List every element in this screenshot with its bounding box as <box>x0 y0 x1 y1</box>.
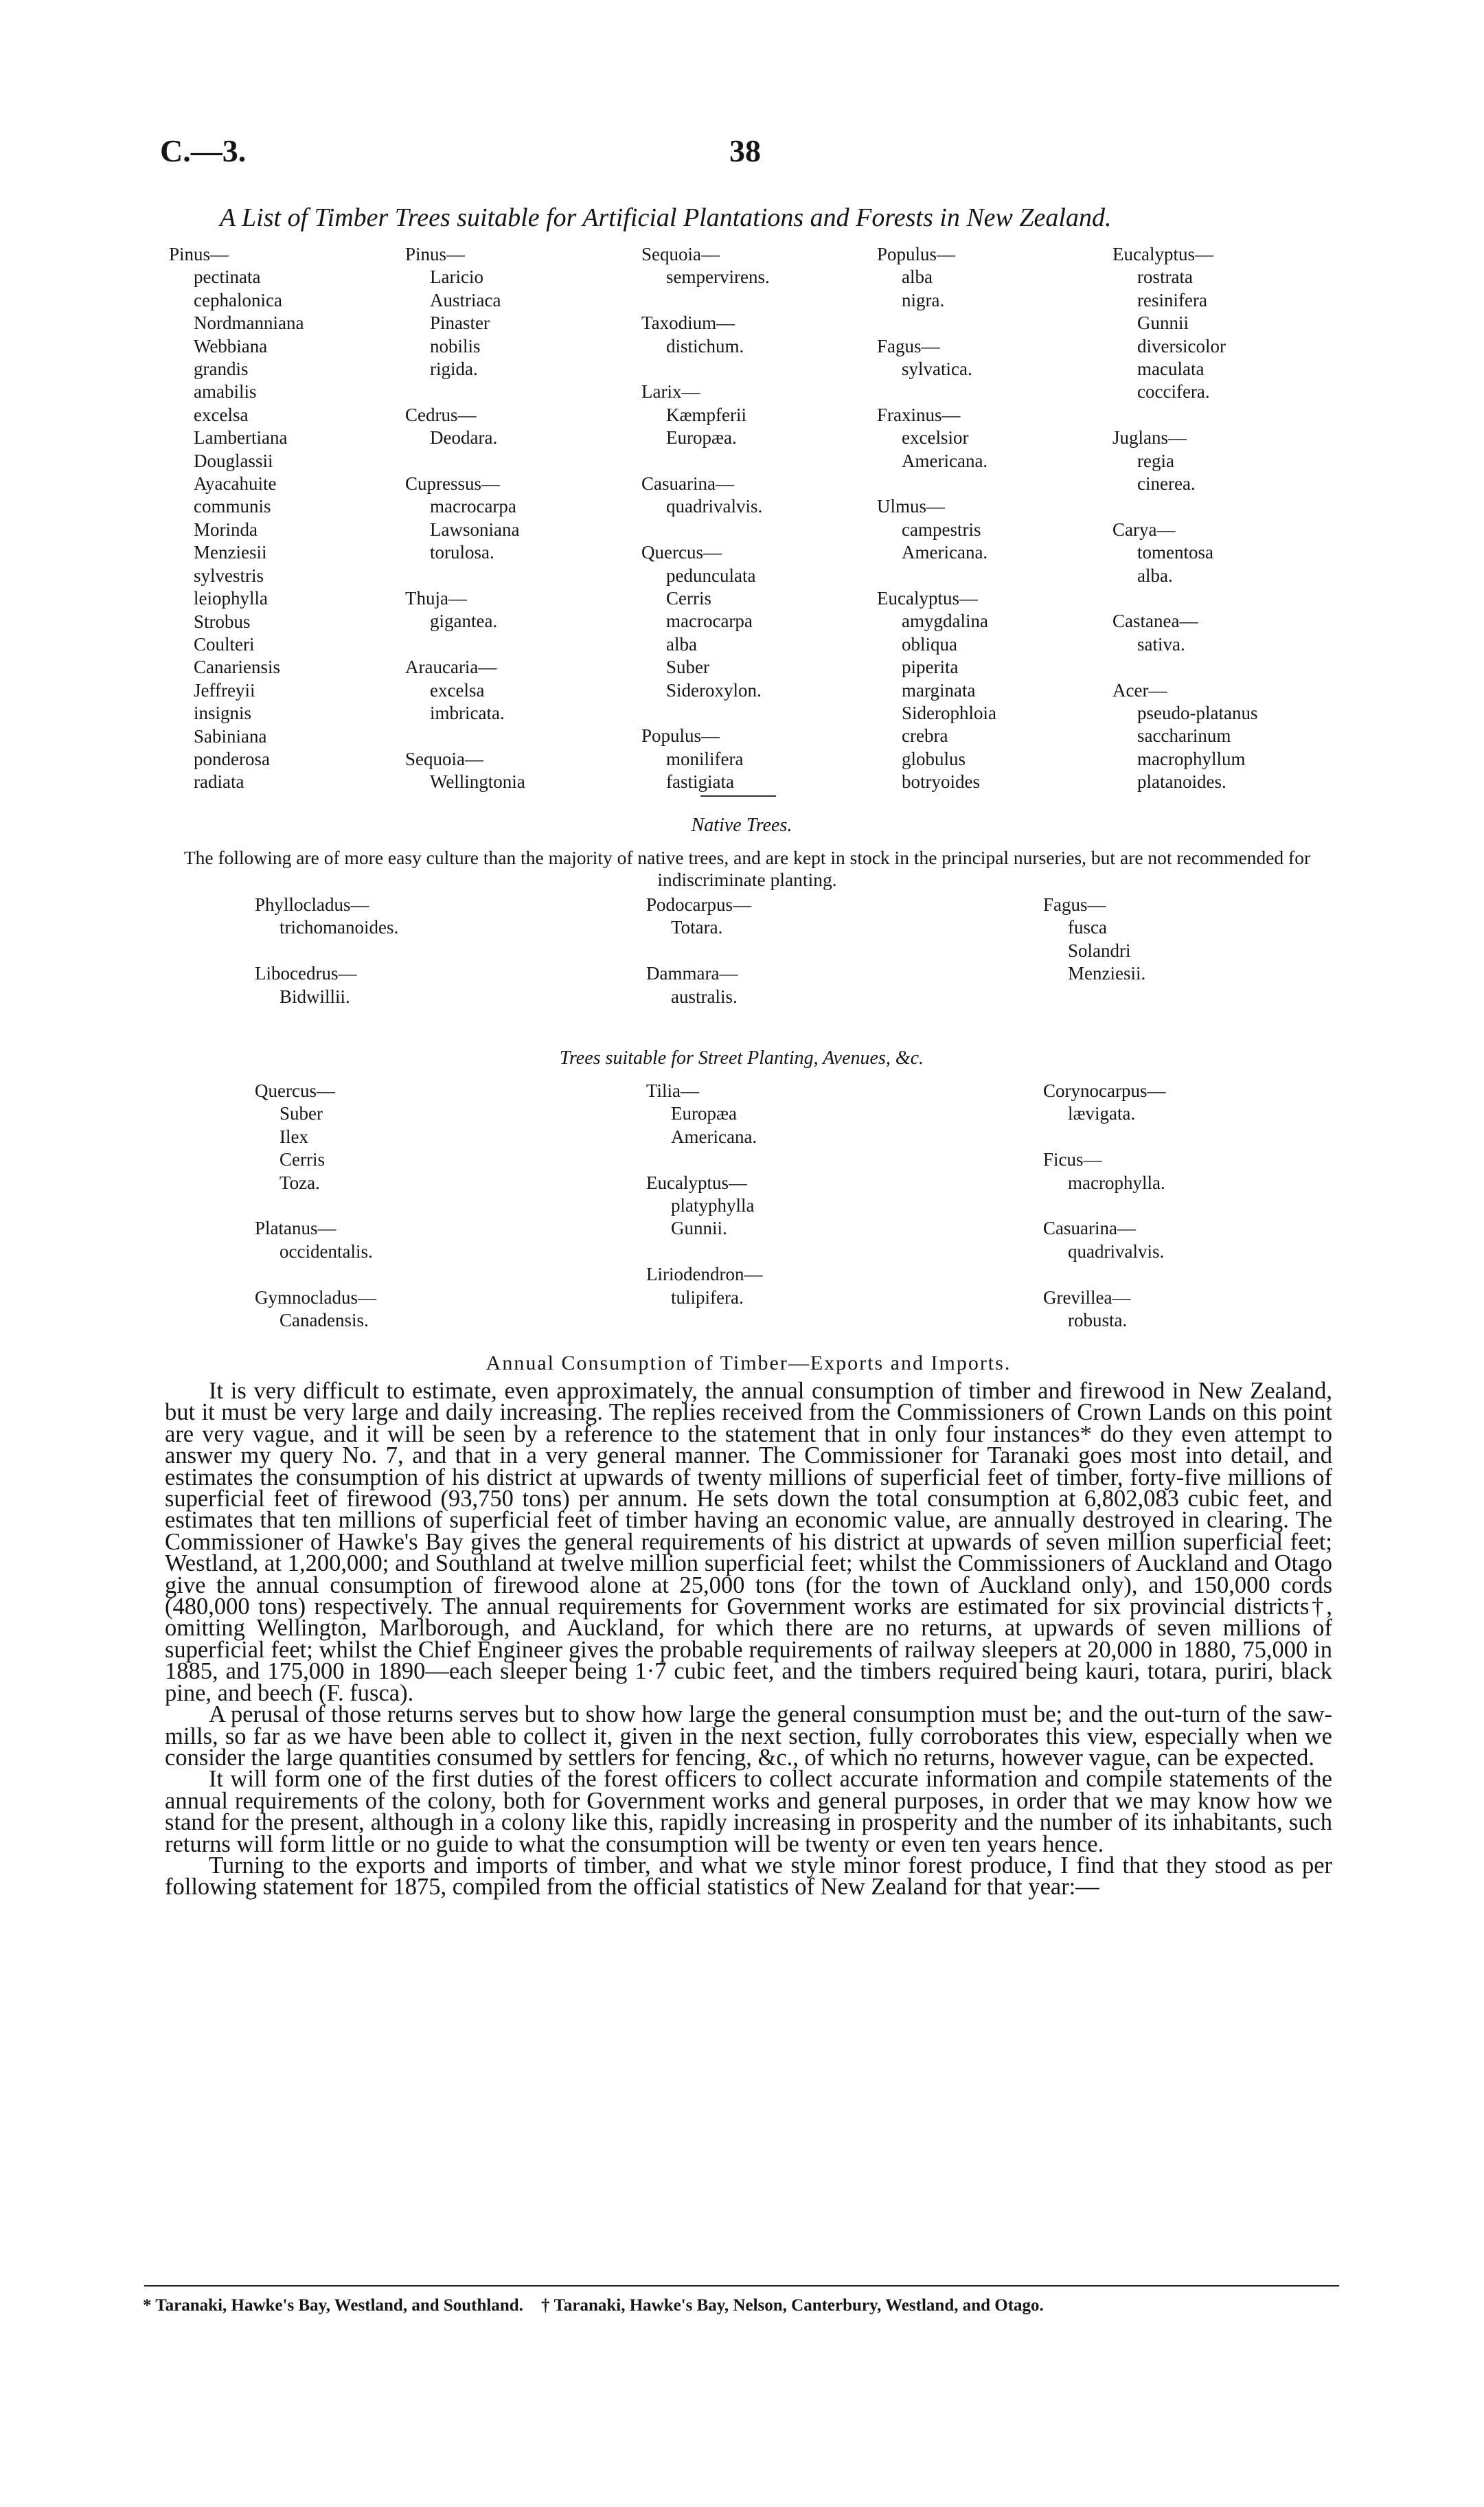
genus-group <box>641 243 770 289</box>
genus-group <box>646 1172 762 1240</box>
genus-name: Podocarpus— <box>646 894 751 915</box>
group-spacer <box>255 940 398 962</box>
genus-name: Pinus— <box>405 244 466 264</box>
species-name: coccifera. <box>1137 381 1210 402</box>
genus-name: Cupressus— <box>405 473 501 495</box>
native-trees-heading: Native Trees. <box>691 815 792 836</box>
section-divider <box>700 795 776 797</box>
genus-name: Ficus— <box>1043 1149 1102 1170</box>
species-name: Canariensis <box>194 657 280 678</box>
document-code: C.—3. <box>160 133 247 168</box>
genus-name: Dammara— <box>646 963 738 984</box>
species-name: Lawsoniana <box>430 519 520 540</box>
species-name: Siderophloia <box>902 703 996 724</box>
species-name: maculata <box>1137 359 1205 380</box>
species-name: Solandri <box>1068 940 1131 961</box>
species-name: Suber <box>279 1103 323 1124</box>
group-spacer <box>405 565 525 587</box>
genus-group <box>169 243 304 794</box>
street-column-2 <box>646 1080 762 1309</box>
species-name: saccharinum <box>1137 725 1231 747</box>
species-name: Wellingtonia <box>430 771 525 793</box>
genus-name: Fraxinus— <box>877 404 961 425</box>
group-spacer <box>255 1263 376 1286</box>
species-name: nigra. <box>902 289 945 310</box>
species-name: Totara. <box>671 917 723 938</box>
genus-group <box>255 1080 376 1194</box>
species-name: Nordmanniana <box>194 313 304 334</box>
species-name: amabilis <box>194 381 257 402</box>
group-spacer <box>405 633 525 656</box>
species-name: Toza. <box>279 1172 320 1193</box>
species-name: excelsa <box>430 679 485 701</box>
group-spacer <box>1112 587 1257 610</box>
genus-name: Pinus— <box>169 244 229 264</box>
group-spacer <box>641 358 770 381</box>
species-name: communis <box>194 496 271 517</box>
species-name: pectinata <box>194 266 261 288</box>
species-name: sativa. <box>1137 633 1185 655</box>
species-name: Americana. <box>902 450 988 471</box>
species-name: rigida. <box>430 359 478 380</box>
species-name: insignis <box>194 703 252 724</box>
group-spacer <box>1112 495 1257 518</box>
species-name: trichomanoides. <box>279 917 399 938</box>
species-name: robusta. <box>1068 1310 1128 1331</box>
species-name: piperita <box>902 657 959 678</box>
genus-name: Larix— <box>641 381 700 402</box>
species-name: Europæa. <box>666 427 737 449</box>
group-spacer <box>1112 656 1257 679</box>
genus-name: Eucalyptus— <box>1112 244 1213 264</box>
genus-group <box>1043 1080 1165 1126</box>
species-name: tulipifera. <box>671 1286 744 1308</box>
species-name: crebra <box>902 725 948 747</box>
body-paragraph: A perusal of those returns serves but to show how large the general consumption must be; and the out-turn of the saw-mills, so far as we have been able to collect it, given in the next section, fully corroborates this view, especially when we consider the large quantities consumed by settlers for fencing, &c., of which no returns, however vague, can be expected. <box>165 1701 1332 1771</box>
species-name: platanoides. <box>1137 771 1226 793</box>
genus-group <box>405 473 525 565</box>
genus-name: Phyllocladus— <box>255 894 369 915</box>
genus-name: Taxodium— <box>641 313 735 334</box>
species-name: torulosa. <box>430 542 494 563</box>
species-name: Austriaca <box>430 289 501 310</box>
genus-group <box>1112 427 1257 495</box>
species-name: quadrivalvis. <box>1068 1240 1165 1262</box>
species-name: alba. <box>1137 565 1173 586</box>
species-name: marginata <box>902 679 976 701</box>
group-spacer <box>877 312 996 334</box>
species-name: sylvestris <box>194 565 264 586</box>
species-name: macrocarpa <box>666 611 753 632</box>
genus-group <box>641 381 770 449</box>
genus-name: Corynocarpus— <box>1043 1080 1166 1101</box>
species-name: Kæmpferii <box>666 404 746 425</box>
species-name: distichum. <box>666 335 744 356</box>
genus-group <box>255 1286 376 1332</box>
species-name: Gunnii <box>1137 313 1189 334</box>
genus-name: Sequoia— <box>641 244 720 264</box>
species-name: diversicolor <box>1137 335 1226 356</box>
species-name: Pinaster <box>430 313 490 334</box>
species-name: Strobus <box>194 611 251 632</box>
genus-name: Eucalyptus— <box>646 1172 747 1193</box>
genus-group <box>877 404 996 473</box>
genus-name: Juglans— <box>1112 427 1187 449</box>
timber-column-4 <box>877 243 996 794</box>
species-name: ponderosa <box>194 748 270 769</box>
species-name: Deodara. <box>430 427 498 449</box>
annual-consumption-body <box>165 1378 1332 1901</box>
footnotes <box>143 2296 1351 2315</box>
species-name: botryoides <box>902 771 980 793</box>
species-name: Canadensis. <box>279 1310 369 1331</box>
species-name: quadrivalvis. <box>666 496 763 517</box>
genus-group <box>877 243 996 312</box>
group-spacer <box>641 702 770 725</box>
species-name: grandis <box>194 359 249 380</box>
species-name: rostrata <box>1137 266 1193 288</box>
species-name: resinifera <box>1137 289 1207 310</box>
genus-name: Araucaria— <box>405 657 497 678</box>
species-name: Coulteri <box>194 633 255 655</box>
species-name: Cerris <box>666 588 711 609</box>
genus-group <box>405 243 525 381</box>
species-name: regia <box>1137 450 1174 471</box>
species-name: excelsa <box>194 404 249 425</box>
group-spacer <box>405 450 525 473</box>
species-name: Ayacahuite <box>194 473 277 495</box>
species-name: cephalonica <box>194 289 282 310</box>
genus-group <box>1043 1217 1165 1263</box>
timber-column-1 <box>169 243 304 794</box>
group-spacer <box>1043 1263 1165 1286</box>
group-spacer <box>405 381 525 403</box>
genus-name: Grevillea— <box>1043 1286 1131 1308</box>
species-name: imbricata. <box>430 703 505 724</box>
species-name: Douglassii <box>194 450 273 471</box>
genus-name: Casuarina— <box>641 473 734 495</box>
species-name: tomentosa <box>1137 542 1213 563</box>
species-name: australis. <box>671 986 738 1007</box>
species-name: alba <box>902 266 933 288</box>
species-name: monilifera <box>666 748 744 769</box>
species-name: amygdalina <box>902 611 988 632</box>
genus-name: Fagus— <box>877 335 940 356</box>
genus-group <box>1112 679 1257 794</box>
species-name: Webbiana <box>194 335 268 356</box>
native-trees-intro: The following are of more easy culture than the majority of native trees, and are kept in stock in the principal nurseries, but are not recommended for indiscriminate planting. <box>183 847 1311 890</box>
footnote-divider <box>144 2285 1339 2287</box>
genus-name: Platanus— <box>255 1218 336 1239</box>
species-name: Menziesii <box>194 542 267 563</box>
timber-column-2 <box>405 243 525 794</box>
genus-name: Thuja— <box>405 588 467 609</box>
species-name: Bidwillii. <box>279 986 350 1007</box>
species-name: Menziesii. <box>1068 963 1146 984</box>
species-name: campestris <box>902 519 981 540</box>
species-name: Sabiniana <box>194 725 267 747</box>
species-name: Americana. <box>902 542 988 563</box>
genus-name: Eucalyptus— <box>877 588 978 609</box>
genus-name: Acer— <box>1112 679 1167 701</box>
genus-group <box>641 725 770 793</box>
genus-name: Populus— <box>877 244 956 264</box>
genus-name: Sequoia— <box>405 748 483 769</box>
group-spacer <box>255 1194 376 1217</box>
genus-group <box>877 495 996 564</box>
genus-group <box>1112 519 1257 587</box>
body-paragraph: Turning to the exports and imports of timber, and what we style minor forest produce, I find that they stood as per following statement for 1875, compiled from the official statistics of New Zealand for that year:— <box>165 1852 1332 1901</box>
genus-group <box>646 894 751 940</box>
species-name: macrophyllum <box>1137 748 1246 769</box>
group-spacer <box>1043 1126 1165 1148</box>
street-column-3 <box>1043 1080 1165 1332</box>
genus-group <box>646 962 751 1008</box>
species-name: nobilis <box>430 335 481 356</box>
genus-name: Libocedrus— <box>255 963 357 984</box>
footnote-1: * Taranaki, Hawke's Bay, Westland, and Southland. <box>143 2296 523 2315</box>
group-spacer <box>877 565 996 587</box>
species-name: pedunculata <box>666 565 756 586</box>
species-name: excelsior <box>902 427 969 449</box>
genus-group <box>1112 243 1257 404</box>
genus-group <box>405 748 525 794</box>
species-name: Europæa <box>671 1103 737 1124</box>
genus-group <box>405 656 525 725</box>
genus-group <box>877 335 996 381</box>
species-name: cinerea. <box>1137 473 1196 495</box>
genus-group <box>405 587 525 633</box>
genus-name: Populus— <box>641 725 720 747</box>
group-spacer <box>1043 1194 1165 1217</box>
genus-group <box>646 1080 762 1148</box>
species-name: Sideroxylon. <box>666 679 762 701</box>
genus-group <box>877 587 996 794</box>
species-name: radiata <box>194 771 244 793</box>
genus-group <box>1043 1148 1165 1194</box>
genus-group <box>1043 894 1145 986</box>
body-paragraph: It will form one of the first duties of the forest officers to collect accurate information and compile statements of the annual requirements of the colony, both for Government works and general purposes, in order that we may know how we stand for the present, although in a colony like this, rapidly increasing in prosperity and the number of its inhabitants, such returns will form little or no guide to what the consumption will be twenty or even ten years hence. <box>165 1766 1332 1857</box>
genus-group <box>1043 1286 1165 1332</box>
body-paragraph: It is very difficult to estimate, even approximately, the annual consumption of timber and firewood in New Zealand, but it must be very large and daily increasing. The replies received from the Commissioners of Crown Lands on this point are very vague, and it will be seen by a reference to the statement that in only four instances* do they even attempt to answer my query No. 7, and that in a very general manner. The Commissioner for Taranaki goes most into detail, and estimates the consumption of his district at upwards of twenty millions of superficial feet of timber, forty-five millions of superficial feet of firewood (93,750 tons) per annum. He sets down the total consumption at 6,802,083 cubic feet, and estimates that ten millions of superficial feet of timber having an economic value, are annually destroyed in clearing. The Commissioner of Hawke's Bay gives the general requirements of his district at upwards of seven million superficial feet; Westland, at 1,200,000; and Southland at twelve million superficial feet; whilst the Commissioners of Auckland and Otago give the annual consumption of firewood alone at 25,000 tons (for the town of Auckland only), and 150,000 cords (480,000 tons) respectively. The annual requirements for Government works are estimated for six provincial districts†, omitting Wellington, Marlborough, and Auckland, for which there are no returns, at upwards of seven millions of superficial feet; whilst the Chief Engineer gives the probable requirements of railway sleepers at 20,000 in 1880, 75,000 in 1885, and 175,000 in 1890—each sleeper being 1·7 cubic feet, and the timbers required being kauri, totara, puriri, black pine, and beech (F. fusca). <box>165 1378 1332 1706</box>
genus-group <box>641 312 770 358</box>
species-name: gigantea. <box>430 611 498 632</box>
footnote-2: † Taranaki, Hawke's Bay, Nelson, Canterbury, Westland, and Otago. <box>541 2296 1044 2315</box>
genus-group <box>646 1263 762 1309</box>
genus-name: Cedrus— <box>405 404 477 425</box>
genus-name: Tilia— <box>646 1080 700 1101</box>
species-name: Laricio <box>430 266 483 288</box>
species-name: Suber <box>666 657 709 678</box>
species-name: Ilex <box>279 1126 308 1147</box>
native-column-3 <box>1043 894 1145 986</box>
page-title: A List of Timber Trees suitable for Artificial Plantations and Forests in New Zealand. <box>220 203 1112 232</box>
species-name: macrocarpa <box>430 496 516 517</box>
genus-name: Liriodendron— <box>646 1264 763 1285</box>
timber-column-3 <box>641 243 770 794</box>
species-name: lævigata. <box>1068 1103 1136 1124</box>
genus-name: Gymnocladus— <box>255 1286 376 1308</box>
genus-group <box>641 541 770 702</box>
genus-group <box>405 404 525 450</box>
genus-name: Quercus— <box>255 1080 335 1101</box>
group-spacer <box>641 450 770 473</box>
species-name: occidentalis. <box>279 1240 373 1262</box>
species-name: fastigiata <box>666 771 734 793</box>
street-column-1 <box>255 1080 376 1332</box>
species-name: platyphylla <box>671 1195 755 1216</box>
species-name: leiophylla <box>194 588 268 609</box>
species-name: Gunnii. <box>671 1218 727 1239</box>
genus-group <box>641 473 770 519</box>
native-column-1 <box>255 894 398 1008</box>
page-number: 38 <box>729 133 761 168</box>
genus-name: Ulmus— <box>877 496 946 517</box>
group-spacer <box>877 473 996 495</box>
genus-name: Quercus— <box>641 542 722 563</box>
species-name: Lambertiana <box>194 427 288 449</box>
species-name: sylvatica. <box>902 359 972 380</box>
species-name: sempervirens. <box>666 266 770 288</box>
species-name: pseudo-platanus <box>1137 703 1258 724</box>
group-spacer <box>646 1148 762 1171</box>
species-name: Cerris <box>279 1149 325 1170</box>
annual-consumption-heading: Annual Consumption of Timber—Exports and Imports. <box>486 1352 1012 1374</box>
species-name: alba <box>666 633 697 655</box>
species-name: globulus <box>902 748 966 769</box>
genus-group <box>1112 610 1257 656</box>
species-name: fusca <box>1068 917 1107 938</box>
species-name: Americana. <box>671 1126 757 1147</box>
genus-name: Fagus— <box>1043 894 1106 915</box>
street-trees-heading: Trees suitable for Street Planting, Avenues, &c. <box>559 1047 924 1069</box>
genus-group <box>255 1217 376 1263</box>
group-spacer <box>641 289 770 312</box>
genus-group <box>255 894 398 940</box>
group-spacer <box>646 940 751 962</box>
group-spacer <box>646 1240 762 1263</box>
group-spacer <box>877 381 996 403</box>
genus-name: Castanea— <box>1112 611 1198 632</box>
genus-name: Casuarina— <box>1043 1218 1136 1239</box>
group-spacer <box>405 725 525 747</box>
timber-column-5 <box>1112 243 1257 794</box>
group-spacer <box>1112 404 1257 427</box>
native-column-2 <box>646 894 751 1008</box>
genus-group <box>255 962 398 1008</box>
species-name: macrophylla. <box>1068 1172 1165 1193</box>
species-name: Jeffreyii <box>194 679 255 701</box>
species-name: obliqua <box>902 633 957 655</box>
genus-name: Carya— <box>1112 519 1176 540</box>
group-spacer <box>641 519 770 541</box>
species-name: Morinda <box>194 519 258 540</box>
